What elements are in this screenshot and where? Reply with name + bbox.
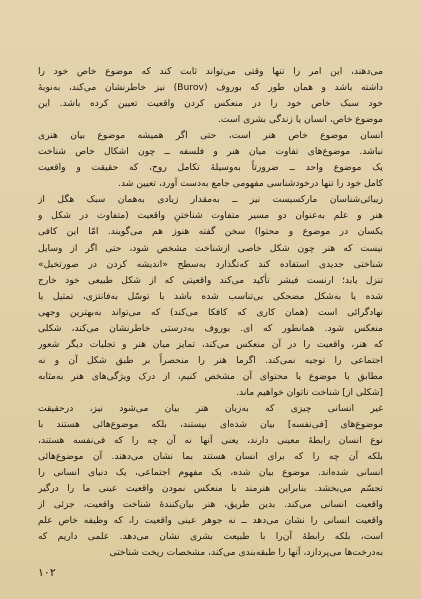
text-line: کامل خود را تنها درخودشناسی مفهومی جامع به‌دست آورد، تعیین شد. (118, 178, 383, 190)
text-line: موضوع خاص، انسان یا زندگی بشری است. (217, 114, 383, 126)
paragraph (38, 401, 383, 561)
text-line: بلکه آن چه را که برای انسان هستند بما نشان می‌دهند. آن موضوع‌هائی (38, 451, 383, 463)
text-line: نوع انسان رابطهٔ معینی دارند، یعنی آنها نه آن چه را که فی‌نفسه هستند، (38, 435, 383, 447)
text-line: یکسان در موضوع و محتوا) سخن گفته هنوز هم می‌گویند. امّا این کافی (38, 226, 383, 238)
paragraph (38, 192, 383, 401)
text-line: داشته باشد و همان طور که بوروف (Burov) نیز خاطرنشان می‌کند، به‌نوبهٔ (38, 82, 383, 94)
text-line: شناختی جدیدی استفاده کند که‌تگذارد به‌سطح «اندیشه کردن در صورتخیل» (38, 258, 383, 270)
text-line: انسانی شده‌اند. موضوع بیان شده، یک مفهوم اجتماعی، یک دنیای انسانی را (38, 467, 383, 479)
text-line: نباشد. موضوع‌های تفاوت میان هنر و فلسفه ــ چون اشکال خاص شناخت (38, 146, 383, 158)
text-line: مطابق با موضوع یا محتوای آن مشخص کنیم، از درک ویژگی‌های هنر به‌مثابه (38, 370, 383, 382)
paragraph (38, 64, 383, 128)
text-line: موضوع‌های [فی‌نفسه] بیان شده‌ای نیستند، بلکه موضوع‌هائی هستند با (38, 419, 383, 431)
text-line: تنزل یابد؛ ارنست فیشر تأکید می‌کند واقعیتی که از شکل طبیعی خود خارج (38, 274, 383, 286)
text-line: اجتماعی را توجیه نمی‌کند. اگرما هنر را منحصراً بر طبق شکل آن و نه (38, 354, 383, 366)
text-line: هنر و علم به‌عنوان دو مسیر متفاوت شناختنِ واقعیت (متفاوت در شکل و (38, 210, 383, 222)
text-line: به‌درخت‌ها می‌پردازد، آنها را طبقه‌بندی می‌کند، مشخصات ریخت شناختی (109, 547, 383, 559)
text-line: تجسّم می‌بخشد. بنابراین هنرمند با منعکس نمودن واقعیت عینی ما را درگیر (38, 483, 383, 495)
paragraph (38, 128, 383, 192)
text-line: که هنر، واقعیت را در آن منعکس می‌کند، تمایز میان هنر و تجلیات دیگر شعور (38, 338, 383, 350)
text-line: نهاد‌گرائی است (همان کاری که کافکا می‌کند) که می‌تواند به‌بهترین وجهی (38, 306, 383, 318)
text-line: انسان موضوع خاص هنر است، حتی اگر همیشه موضوع بیان هنری (38, 130, 383, 142)
body-text (38, 64, 383, 561)
text-line: منعکس شود. همانطور که ای. بوروف به‌درستی خاطرنشان می‌کند، شکلی (38, 322, 383, 334)
text-line: می‌دهند، این امر را تنها وقتی می‌تواند ثابت کند که موضوع خاص خود را (38, 66, 383, 77)
page-number: ۱۰۲ (38, 566, 56, 579)
text-line: واقعیت انسانی را نشان می‌دهد ــ نه جوهر عینی واقعیت را، که وظیفه خاص علم (38, 515, 383, 527)
text-line: نیست که هنر چون شکل خاصی ازشناخت مشخص شود، حتی اگر از وسایل (38, 242, 383, 254)
text-line: غیر انسانی چیزی که به‌زبان هنر بیان می‌شود نیز، درحقیقت (38, 402, 383, 414)
text-line: زیبائی‌شناسان مارکسیست نیز ــ به‌مقدار زیادی به‌همان سبک هگل از (38, 194, 383, 206)
text-line: واقعیت انسانی می‌کند. بدین طریق، هنر بیان‌کنندهٔ شناخت واقعیت، جزئی از (38, 499, 383, 511)
text-line: است، بلکه رابطهٔ آن‌را با طبیعت بشری نشان می‌دهد. علمی داریم که (38, 531, 383, 543)
text-line: یک موضوع واحد ــ ضرورتاً به‌وسیلهٔ تکامل روح، که حقیقت و واقعیت (38, 162, 383, 174)
text-line: شده یا به‌شکل مضحکی بی‌تناسب شده باشد با توسّل به‌فانتزی، تمثیل یا (38, 290, 383, 302)
text-line: [شکلی از] شناخت ناتوان خواهیم ماند. (236, 386, 383, 398)
text-line: خود سبک خاص خود را در منعکس کردن واقعیت تعیین کرده باشد. این (38, 98, 383, 110)
